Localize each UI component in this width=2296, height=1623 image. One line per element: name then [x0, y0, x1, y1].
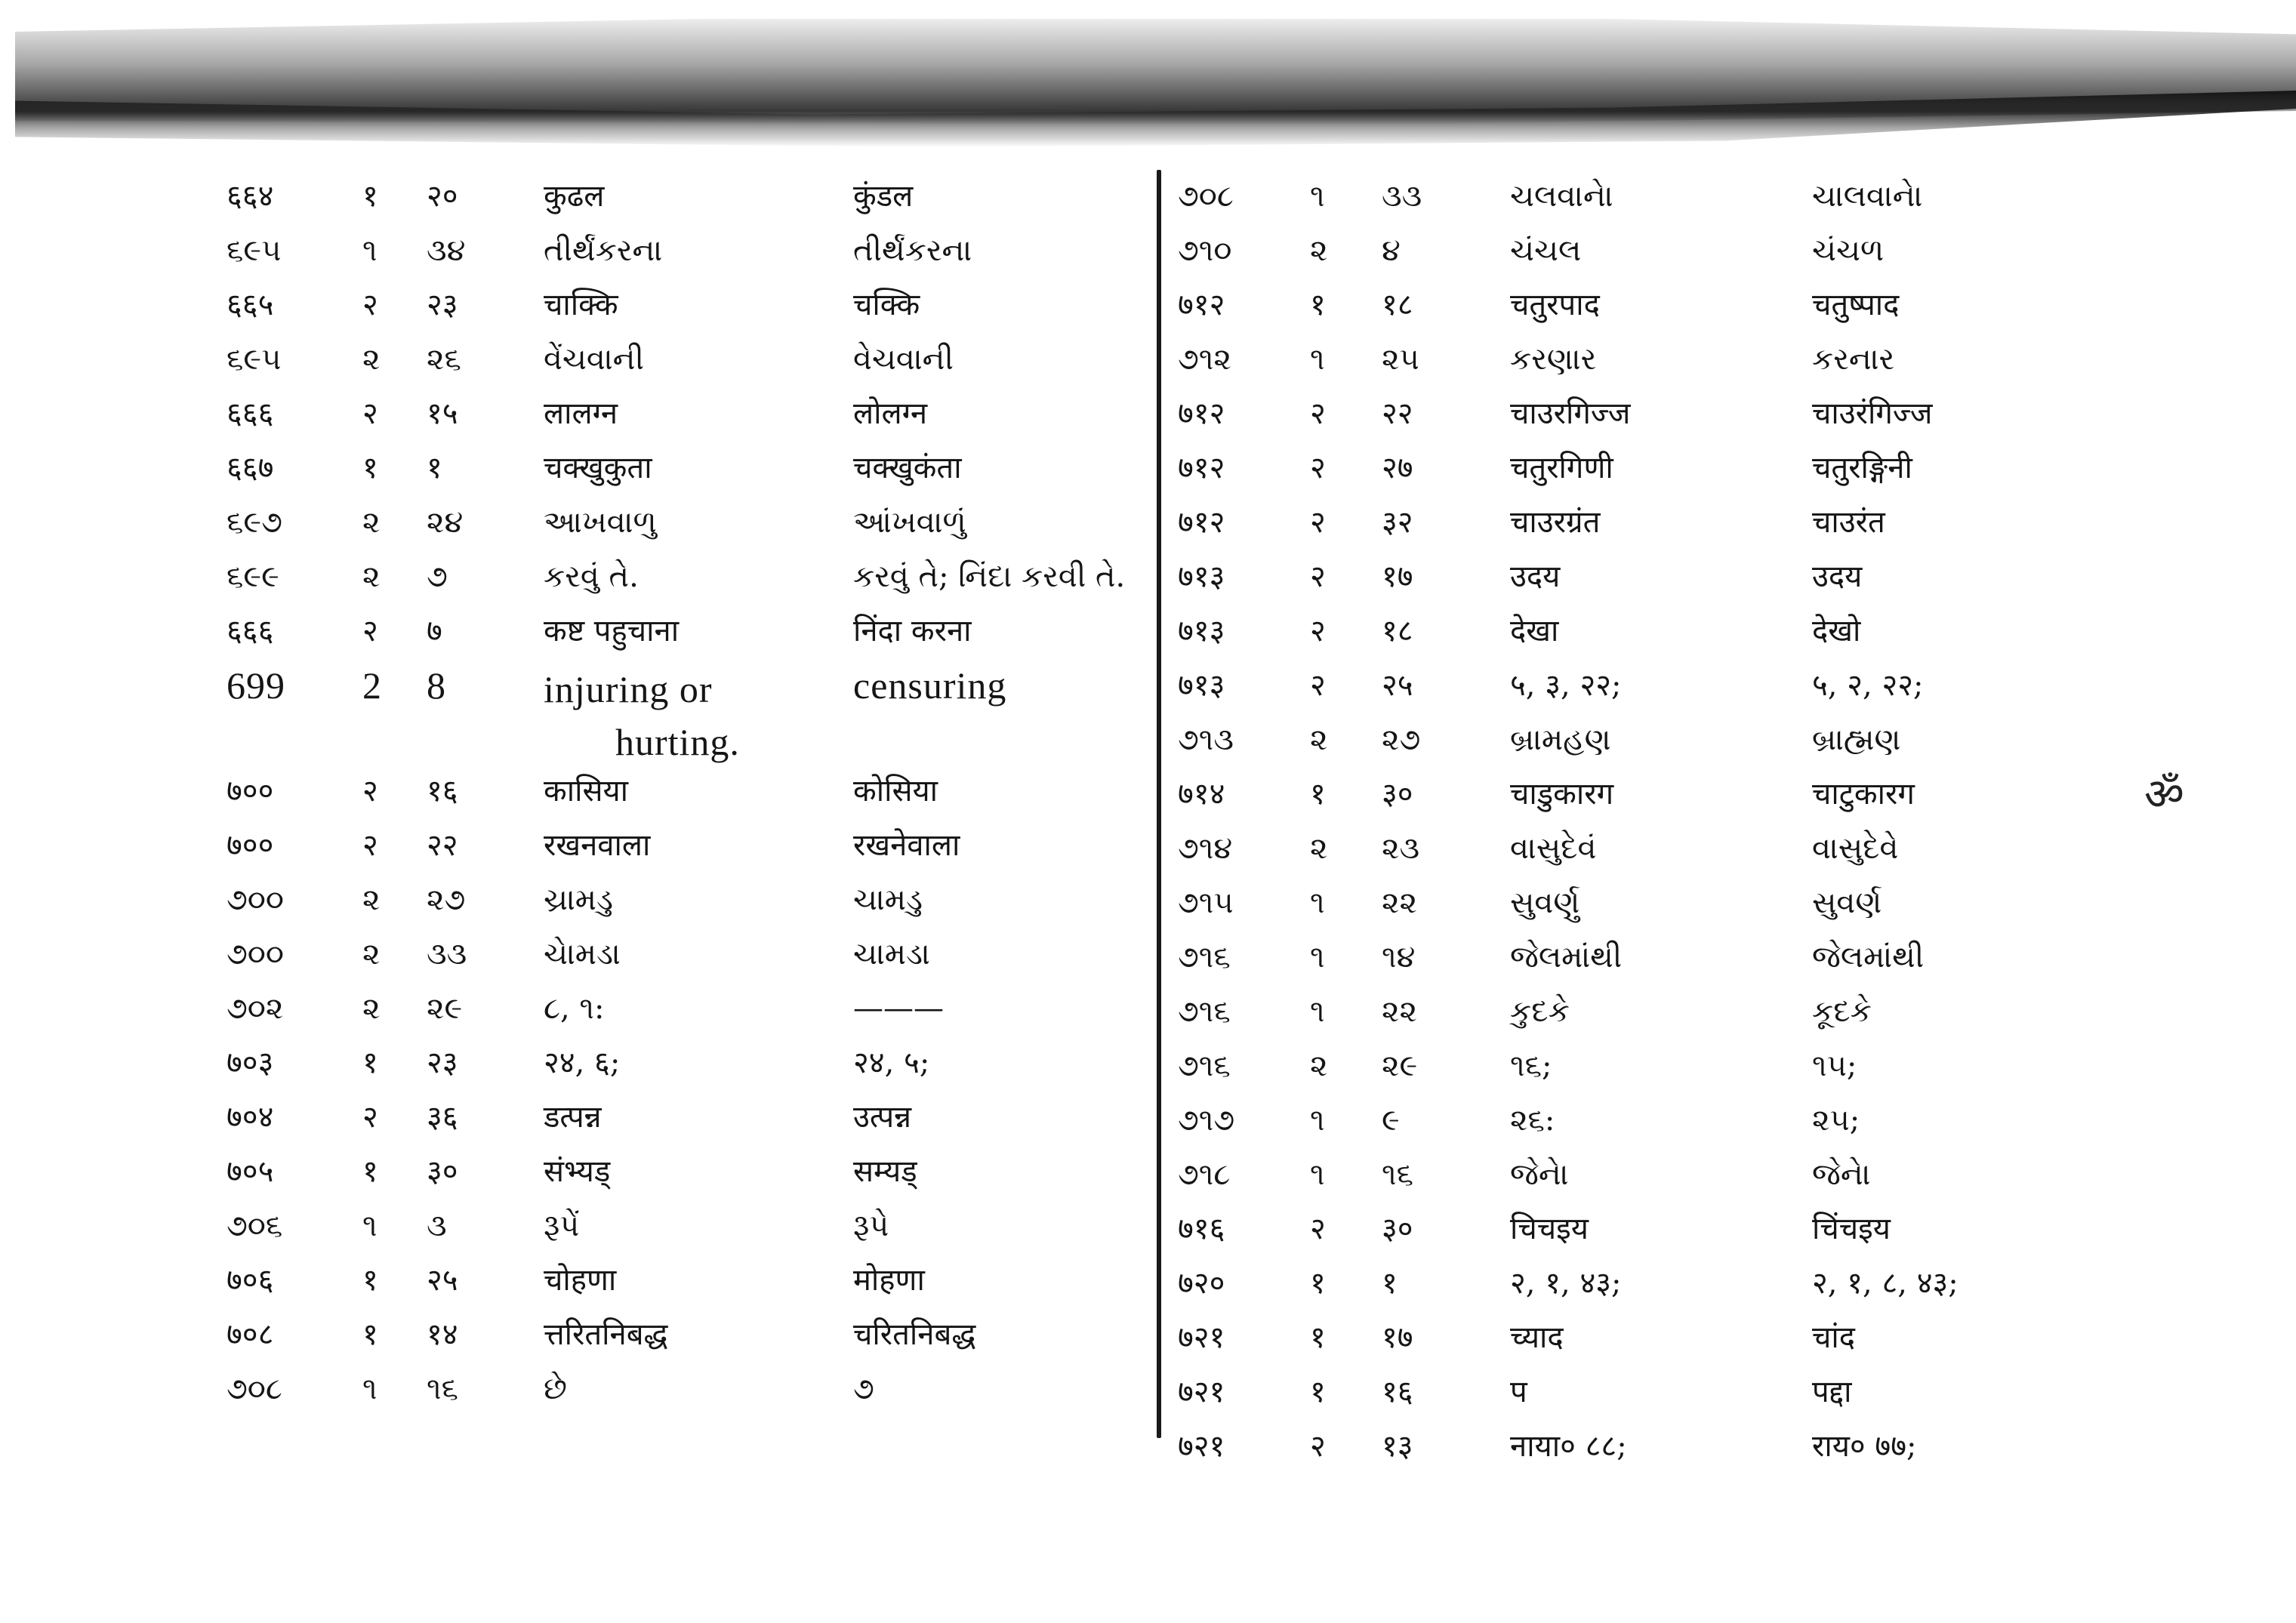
- line-number: १: [427, 451, 442, 485]
- correct-text: કરનાર: [1812, 342, 1895, 377]
- column-number: १: [1310, 288, 1326, 322]
- page-number: ७१३: [1178, 559, 1225, 594]
- line-number: १५: [427, 396, 458, 431]
- page-number: ६६४: [227, 179, 274, 214]
- correct-text: ૭: [853, 1372, 874, 1406]
- incorrect-text: બ્રામહણ: [1510, 722, 1611, 757]
- line-number: ७: [427, 614, 442, 648]
- line-number: ૨૭: [1382, 722, 1421, 757]
- line-number: ૭: [427, 559, 448, 594]
- line-number: ૨૯: [427, 991, 463, 1026]
- correct-text: लोलग्न: [853, 396, 928, 431]
- correct-text: कोसिया: [853, 774, 938, 808]
- incorrect-text: [544, 663, 846, 768]
- line-number: १: [1382, 1266, 1398, 1301]
- incorrect-text: ૧૬;: [1510, 1049, 1552, 1083]
- incorrect-text: चोहणा: [544, 1263, 617, 1298]
- incorrect-text: २, १, ४३;: [1510, 1266, 1622, 1301]
- incorrect-text: प: [1510, 1375, 1527, 1409]
- page-number: ૭૧૭: [1178, 1103, 1235, 1138]
- correct-text: उत्पन्न: [853, 1100, 912, 1135]
- page-number: ७२१: [1178, 1375, 1225, 1409]
- column-number: १: [362, 1046, 378, 1080]
- page-number: ७१२: [1178, 451, 1225, 485]
- correct-text: उदय: [1812, 559, 1863, 594]
- column-number: २: [1310, 1429, 1326, 1464]
- line-number: २३: [427, 1046, 458, 1080]
- column-number: ૨: [1310, 1049, 1328, 1083]
- incorrect-text: વાસુદેવં: [1510, 831, 1597, 866]
- line-number: ३६: [427, 1100, 458, 1135]
- correct-text: मोहणा: [853, 1263, 925, 1298]
- incorrect-text: चाडुकारग: [1510, 777, 1614, 812]
- line-number: ૩૩: [427, 937, 467, 972]
- correct-text: કરવું તે; નિંદા કરવી તે.: [853, 559, 1126, 594]
- column-number: ૨: [362, 937, 381, 972]
- line-number: ૩૩: [1382, 179, 1422, 214]
- incorrect-text: चक्खुकुता: [544, 451, 652, 485]
- correct-text: ચાલવાનેા: [1812, 179, 1923, 214]
- line-number: ૯: [1382, 1103, 1400, 1138]
- column-number: १: [1310, 777, 1326, 812]
- incorrect-text: संभ्यड्: [544, 1154, 611, 1189]
- incorrect-text: તીર્થંકરના: [544, 233, 663, 268]
- column-number: ૧: [362, 1372, 378, 1406]
- correct-text: સુવર્ણ: [1812, 885, 1882, 920]
- correct-text: निंदा करना: [853, 614, 972, 648]
- incorrect-text: ૮, ૧:: [544, 991, 605, 1026]
- line-number: १७: [1382, 1320, 1413, 1355]
- incorrect-text: देखा: [1510, 614, 1559, 648]
- page-number: ७१४: [1178, 777, 1225, 812]
- column-number: ૧: [362, 233, 378, 268]
- column-number: ૨: [362, 505, 381, 540]
- correct-text: कुंडल: [853, 179, 914, 214]
- page-number: ૭૦૮: [1178, 179, 1234, 214]
- correct-text: ५, २, २२;: [1812, 668, 1924, 703]
- line-number: ૨૬: [427, 342, 461, 377]
- column-number: ૧: [362, 1209, 378, 1243]
- column-number: २: [1310, 614, 1326, 648]
- page-number: ૭૧૫: [1178, 885, 1234, 920]
- column-number: २: [1310, 396, 1326, 431]
- line-number: १६: [427, 774, 458, 808]
- correct-text: આંખવાળું: [853, 505, 966, 540]
- line-number: ३२: [1382, 505, 1413, 540]
- incorrect-text: २४, ६;: [544, 1046, 621, 1080]
- page-number: ૭૧૬: [1178, 1049, 1231, 1083]
- page-number: ७२१: [1178, 1320, 1225, 1355]
- page-number: ७१२: [1178, 505, 1225, 540]
- page-number: ६६६: [227, 396, 274, 431]
- incorrect-text: रखनवाला: [544, 828, 651, 863]
- page-number: ૭૦૨: [227, 991, 284, 1026]
- correct-text: ચંચળ: [1812, 233, 1885, 268]
- correct-text: चाउरंगिज्ज: [1812, 396, 1933, 431]
- correct-text: चक्कि: [853, 288, 920, 322]
- line-number: २२: [1382, 396, 1413, 431]
- correct-text: ———: [853, 991, 944, 1026]
- line-number: १८: [1382, 288, 1413, 322]
- incorrect-text: ચ્રામડુ: [544, 882, 613, 917]
- page-number: ७०८: [227, 1317, 274, 1352]
- correct-text: चांद: [1812, 1320, 1855, 1355]
- correct-text: રૂપે: [853, 1209, 889, 1243]
- column-number: ૧: [1310, 940, 1325, 975]
- correct-text: चाउरंत: [1812, 505, 1885, 540]
- page-number: ७०६: [227, 1263, 274, 1298]
- column-divider: [1157, 170, 1161, 1438]
- line-number: ૩૪: [427, 233, 466, 268]
- column-number: २: [1310, 451, 1326, 485]
- incorrect-text: જેલમાંથી: [1510, 940, 1623, 975]
- incorrect-text: चिचइय: [1510, 1212, 1589, 1246]
- page-number: ૭૦૮: [227, 1372, 282, 1406]
- column-number: २: [362, 614, 378, 648]
- incorrect-text: ५, ३, २२;: [1510, 668, 1622, 703]
- incorrect-text: ૨૬:: [1510, 1103, 1555, 1138]
- column-number: 2: [362, 664, 382, 707]
- line-number: ३०: [1382, 1212, 1413, 1246]
- line-number: १३: [1382, 1429, 1413, 1464]
- correct-text: વાસુદેવે: [1812, 831, 1899, 866]
- column-number: २: [362, 774, 378, 808]
- incorrect-text: उदय: [1510, 559, 1561, 594]
- line-number: २०: [427, 179, 458, 214]
- correct-text: જેલમાંથી: [1812, 940, 1925, 975]
- column-number: १: [1310, 1266, 1326, 1301]
- correct-text: તીર્થંકરના: [853, 233, 972, 268]
- correct-text: ચામડા: [853, 937, 930, 972]
- column-number: २: [362, 1100, 378, 1135]
- correct-text: चरितनिबद्ध: [853, 1317, 976, 1352]
- column-number: २: [1310, 559, 1326, 594]
- page-number: ७०५: [227, 1154, 274, 1189]
- incorrect-text: च्याद: [1510, 1320, 1564, 1355]
- page-number: ७१६: [1178, 1212, 1225, 1246]
- line-number: १४: [427, 1317, 458, 1352]
- correct-text: चाटुकारग: [1812, 777, 1915, 812]
- correct-text: २, १, ८, ४३;: [1812, 1266, 1959, 1301]
- page-number: ७००: [227, 828, 274, 863]
- page-number: ૬૯૭: [227, 505, 282, 540]
- line-number: ३०: [1382, 777, 1413, 812]
- incorrect-text: કરણાર: [1510, 342, 1597, 377]
- correct-text: ૧૫;: [1812, 1049, 1857, 1083]
- page-number: ७०४: [227, 1100, 274, 1135]
- column-number: ૧: [1310, 885, 1325, 920]
- line-number: ૨૨: [1382, 885, 1417, 920]
- line-number: ૨૨: [1382, 994, 1417, 1029]
- line-number: ૧૬: [427, 1372, 458, 1406]
- page-number: ૬૯૫: [227, 233, 282, 268]
- correct-text: पद्दा: [1812, 1375, 1852, 1409]
- page-number: ६६५: [227, 288, 274, 322]
- incorrect-text: चतुरगिणी: [1510, 451, 1613, 485]
- incorrect-text: त्तरितनिबद्ध: [544, 1317, 668, 1352]
- column-number: १: [1310, 1320, 1326, 1355]
- correct-text: કૂદકે: [1812, 994, 1872, 1029]
- page-number: ૭૦૦: [227, 882, 284, 917]
- line-number: ૨૭: [427, 882, 466, 917]
- incorrect-text: કુદકે: [1510, 994, 1570, 1029]
- column-number: २: [362, 288, 378, 322]
- incorrect-text-line: injuring or: [544, 668, 713, 710]
- page-number: ૭૧૬: [1178, 994, 1231, 1029]
- incorrect-text: लालग्न: [544, 396, 618, 431]
- correct-text: જેનેા: [1812, 1157, 1871, 1192]
- margin-mark: ॐ: [2144, 768, 2184, 820]
- line-number: ૧૬: [1382, 1157, 1413, 1192]
- page-number: ७१२: [1178, 396, 1225, 431]
- line-number: ૧૪: [1382, 940, 1416, 975]
- page-number: ૭૧૩: [1178, 722, 1234, 757]
- correct-text: चतुष्पाद: [1812, 288, 1900, 322]
- column-number: ૨: [362, 991, 381, 1026]
- page-number: ७२१: [1178, 1429, 1225, 1464]
- incorrect-text: છે: [544, 1372, 567, 1406]
- column-number: १: [1310, 1375, 1326, 1409]
- incorrect-text-line: hurting.: [615, 721, 740, 763]
- column-number: २: [362, 396, 378, 431]
- column-number: ૧: [1310, 1157, 1325, 1192]
- correct-text: ૨૫;: [1812, 1103, 1860, 1138]
- line-number: ૨૪: [427, 505, 464, 540]
- line-number: ૩: [427, 1209, 447, 1243]
- column-number: ૨: [1310, 722, 1328, 757]
- page-number: ૬૯૫: [227, 342, 282, 377]
- incorrect-text: વેંચવાની: [544, 342, 644, 377]
- correct-text: ચામડુ: [853, 882, 923, 917]
- column-number: ૨: [362, 882, 381, 917]
- incorrect-text: ચલવાનેા: [1510, 179, 1613, 214]
- page-number: ६६६: [227, 614, 274, 648]
- page-number: ૭૦૬: [227, 1209, 283, 1243]
- page-number: ६६७: [227, 451, 274, 485]
- page-number: ૭૧૨: [1178, 342, 1231, 377]
- incorrect-text: જેનેા: [1510, 1157, 1569, 1192]
- incorrect-text: चाउरगिज्ज: [1510, 396, 1631, 431]
- incorrect-text: चाउरग्रंत: [1510, 505, 1601, 540]
- line-number: १७: [1382, 559, 1413, 594]
- binding-shadow: [15, 19, 2296, 147]
- page-number: 699: [227, 664, 285, 707]
- incorrect-text: સુવર્ણુ: [1510, 885, 1580, 920]
- correct-text: બ્રાહ્મણ: [1812, 722, 1901, 757]
- page-number: ૭૦૦: [227, 937, 284, 972]
- correct-text: चिंचइय: [1812, 1212, 1891, 1246]
- line-number: १८: [1382, 614, 1413, 648]
- page-number: ૭૧૦: [1178, 233, 1232, 268]
- line-number: २५: [427, 1263, 458, 1298]
- line-number: ૨૩: [1382, 831, 1420, 866]
- column-number: ૧: [1310, 1103, 1325, 1138]
- correct-text: राय० ७७;: [1812, 1429, 1917, 1464]
- column-number: २: [362, 828, 378, 863]
- line-number: २५: [1382, 668, 1413, 703]
- column-number: ૨: [362, 559, 381, 594]
- correct-text: २४, ५;: [853, 1046, 930, 1080]
- line-number: २३: [427, 288, 458, 322]
- column-number: १: [362, 179, 378, 214]
- correct-text: चतुरङ्गिनी: [1812, 451, 1912, 485]
- incorrect-text: ચંચલ: [1510, 233, 1582, 268]
- incorrect-text: नाया० ८८;: [1510, 1429, 1627, 1464]
- line-number: ૨૫: [1382, 342, 1419, 377]
- page-number: ७१२: [1178, 288, 1225, 322]
- line-number: ३०: [427, 1154, 458, 1189]
- line-number: ૪: [1382, 233, 1401, 268]
- page-number: ૭૧૪: [1178, 831, 1233, 866]
- line-number: १६: [1382, 1375, 1413, 1409]
- page-number: ७००: [227, 774, 274, 808]
- line-number: २७: [1382, 451, 1413, 485]
- column-number: २: [1310, 1212, 1326, 1246]
- correct-text: सम्यड्: [853, 1154, 917, 1189]
- correct-text: रखनेवाला: [853, 828, 960, 863]
- column-number: ૧: [1310, 342, 1325, 377]
- incorrect-text: કરવું તે.: [544, 559, 639, 594]
- column-number: १: [362, 1154, 378, 1189]
- column-number: ૧: [1310, 994, 1325, 1029]
- line-number: ૨૯: [1382, 1049, 1418, 1083]
- page-number: ७१३: [1178, 668, 1225, 703]
- line-number: 8: [427, 664, 446, 707]
- incorrect-text: આખવાળુ: [544, 505, 657, 540]
- incorrect-text: डत्पन्न: [544, 1100, 602, 1135]
- column-number: २: [1310, 668, 1326, 703]
- line-number: २२: [427, 828, 458, 863]
- correct-text: देखो: [1812, 614, 1861, 648]
- page-number: ૬૯૯: [227, 559, 279, 594]
- column-number: ૧: [1310, 179, 1325, 214]
- page-number: ७१३: [1178, 614, 1225, 648]
- page-number: ७२०: [1178, 1266, 1225, 1301]
- incorrect-text: चतुरपाद: [1510, 288, 1600, 322]
- incorrect-text: રૂપેં: [544, 1209, 580, 1243]
- correct-text: चक्खुकंता: [853, 451, 962, 485]
- column-number: १: [362, 451, 378, 485]
- column-number: १: [362, 1317, 378, 1352]
- page-number: ૭૧૬: [1178, 940, 1231, 975]
- incorrect-text: चाक्कि: [544, 288, 618, 322]
- column-number: ૨: [362, 342, 381, 377]
- incorrect-text: कासिया: [544, 774, 629, 808]
- column-number: १: [362, 1263, 378, 1298]
- correct-text: વેચવાની: [853, 342, 954, 377]
- incorrect-text: ચેામડા: [544, 937, 621, 972]
- column-number: ૨: [1310, 831, 1328, 866]
- incorrect-text: कष्ट पहुचाना: [544, 614, 680, 648]
- column-number: ૨: [1310, 233, 1328, 268]
- column-number: २: [1310, 505, 1326, 540]
- incorrect-text: कुढल: [544, 179, 605, 214]
- page-number: ૭૧૮: [1178, 1157, 1231, 1192]
- page-number: ७०३: [227, 1046, 274, 1080]
- correct-text: censuring: [853, 664, 1007, 707]
